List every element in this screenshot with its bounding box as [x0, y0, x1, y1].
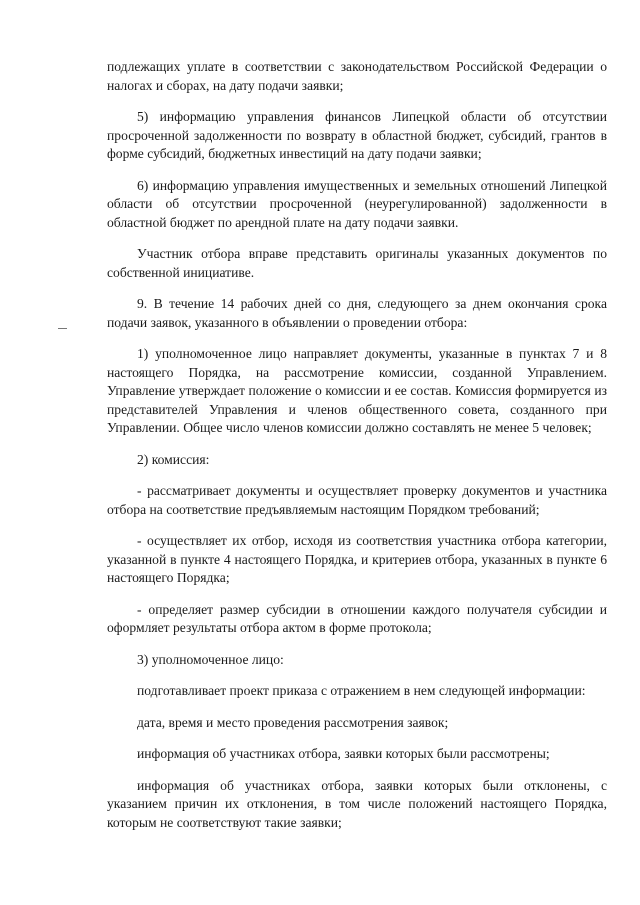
- paragraph-commission-review: - рассматривает документы и осуществляет проверку документов и участника отбора на соответствие предъявляемым настоящим Порядком требований;: [107, 483, 607, 517]
- paragraph-9-item-3: 3) уполномоченное лицо:: [137, 651, 284, 667]
- paragraph-item-6: 6) информацию управления имущественных и земельных отношений Липецкой области об отсутствии просроченной (неурегулированной) задолженности в областной бюджет по арендной плате на дату подачи заявки.: [107, 177, 607, 230]
- paragraph-rejected-participants: информация об участниках отбора, заявки которых были отклонены, с указанием причин их отклонения, в том числе положений настоящего Порядка, которым не соответствуют такие заявки;: [107, 777, 607, 830]
- paragraph-originals-note: Участник отбора вправе представить оригиналы указанных документов по собственной инициативе.: [107, 246, 607, 280]
- paragraph-item-5: 5) информацию управления финансов Липецкой области об отсутствии просроченной задолженности по возврату в областной бюджет, субсидий, грантов в форме субсидий, бюджетных инвестиций на дату подачи заявки;: [107, 109, 607, 161]
- document-body: [107, 58, 607, 845]
- paragraph-commission-amount: - определяет размер субсидии в отношении каждого получателя субсидии и оформляет результаты отбора актом в форме протокола;: [107, 601, 607, 635]
- paragraph-9-item-1: 1) уполномоченное лицо направляет документы, указанные в пунктах 7 и 8 настоящего Порядка, на рассмотрение комиссии, созданной Управлением. Управление утверждает положение о комиссии и ее состав. Комиссия формируется из представителей Управления и членов общественного совета, созданного при Управлении. Общее число членов комиссии должно составлять не менее 5 человек;: [107, 346, 607, 435]
- paragraph-commission-selection: - осуществляет их отбор, исходя из соответствия участника отбора категории, указанной в пункте 4 настоящего Порядка, и критериев отбора, указанных в пункте 6 настоящего Порядка;: [107, 533, 607, 585]
- paragraph-reviewed-participants: информация об участниках отбора, заявки которых были рассмотрены;: [137, 746, 550, 761]
- paragraph-prepares-order: подготавливает проект приказа с отражением в нем следующей информации:: [137, 683, 586, 698]
- margin-mark: [58, 328, 67, 329]
- paragraph-9-item-2: 2) комиссия:: [137, 451, 210, 467]
- paragraph-continuation: подлежащих уплате в соответствии с законодательством Российской Федерации о налогах и сборах, на дату подачи заявки;: [107, 59, 607, 93]
- paragraph-section-9: 9. В течение 14 рабочих дней со дня, следующего за днем окончания срока подачи заявок, указанного в объявлении о проведении отбора:: [107, 296, 607, 330]
- paragraph-date-time-place: дата, время и место проведения рассмотрения заявок;: [137, 714, 449, 730]
